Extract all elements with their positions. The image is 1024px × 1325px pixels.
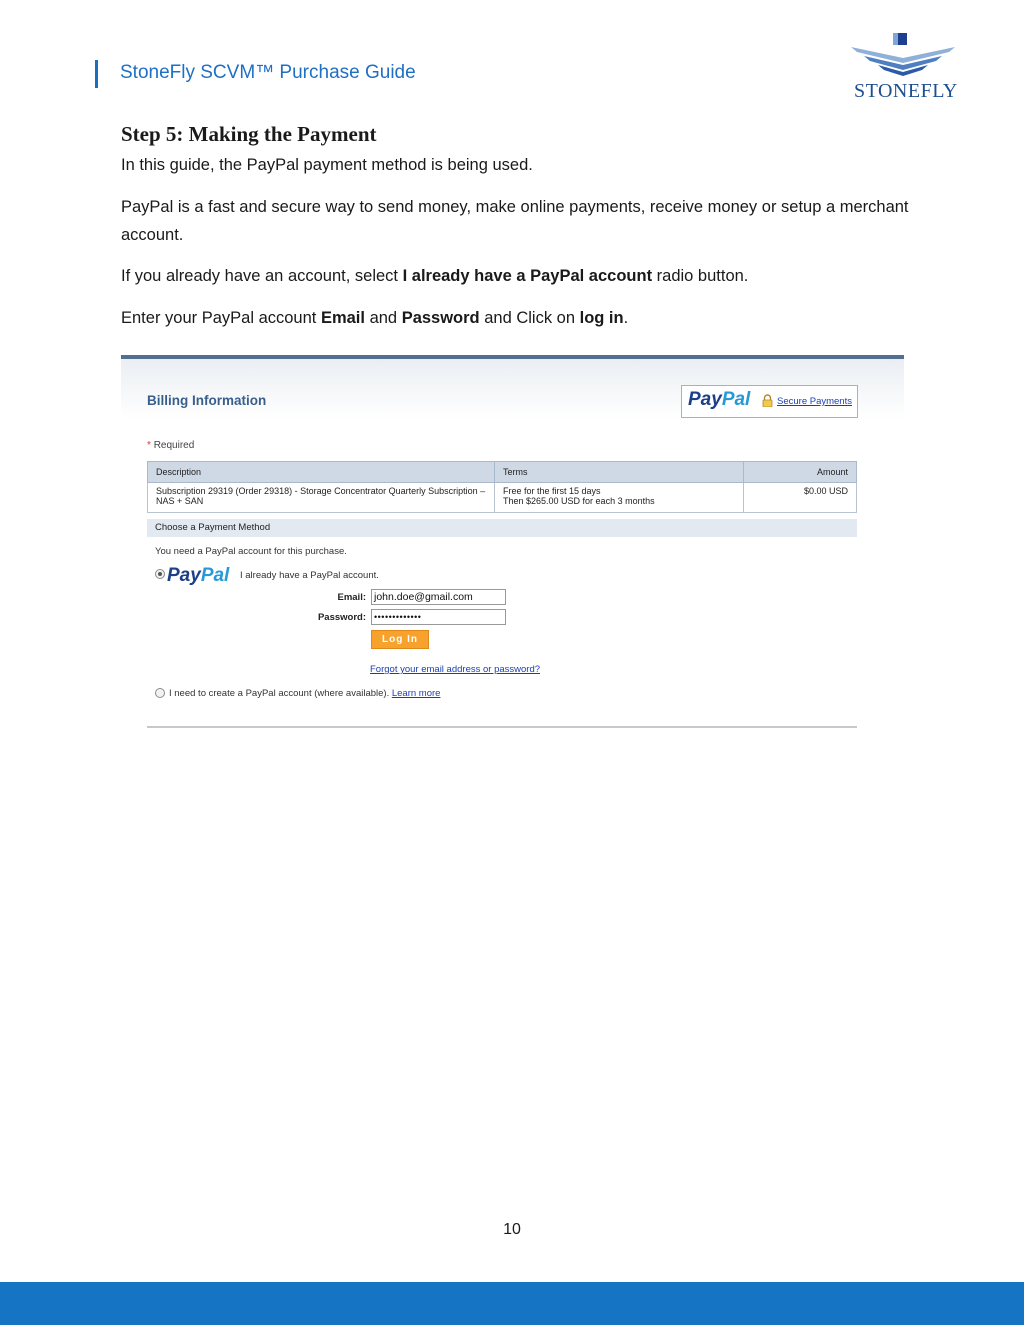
have-account-label[interactable]: I already have a PayPal account. xyxy=(240,570,379,581)
paypal-secure-badge xyxy=(681,385,858,418)
paypal-logo-pal: Pal xyxy=(721,389,751,410)
paragraph-enter-credentials xyxy=(121,304,628,332)
billing-information-title: Billing Information xyxy=(147,393,267,408)
cell-amount: $0.00 USD xyxy=(744,483,857,513)
column-header-terms: Terms xyxy=(495,462,744,483)
terms-line-1: Free for the first 15 days xyxy=(503,486,601,496)
email-field[interactable]: john.doe@gmail.com xyxy=(371,589,506,605)
lock-icon xyxy=(762,394,773,407)
footer-bar xyxy=(0,1282,1024,1325)
table-header-row xyxy=(148,462,857,483)
text-span: and Click on xyxy=(479,309,580,327)
create-account-text[interactable]: I need to create a PayPal account (where available). xyxy=(169,688,390,699)
required-label: Required xyxy=(153,440,195,451)
need-account-note: You need a PayPal account for this purchase. xyxy=(155,546,347,557)
order-table xyxy=(147,461,857,513)
text-span: radio button. xyxy=(652,267,749,285)
cell-terms xyxy=(495,483,744,513)
paragraph-paypal-description: PayPal is a fast and secure way to send money, make online payments, receive money or setup a merchant account. xyxy=(121,198,909,244)
text-span: . xyxy=(623,309,629,327)
paypal-logo-pal: Pal xyxy=(200,565,230,586)
text-span: and xyxy=(364,309,402,327)
paypal-logo-pay: Pay xyxy=(167,565,201,586)
log-in-button[interactable]: Log In xyxy=(371,630,429,649)
required-note xyxy=(147,440,194,451)
emphasis-email: Email xyxy=(320,309,365,327)
paypal-logo-large xyxy=(167,565,229,587)
password-field[interactable]: ••••••••••••• xyxy=(371,609,506,625)
have-account-radio[interactable] xyxy=(155,569,165,579)
emphasis-password: Password xyxy=(401,309,480,327)
payment-method-header xyxy=(147,519,857,537)
header-accent-bar xyxy=(95,60,98,88)
paypal-logo-pay: Pay xyxy=(688,389,722,410)
section-heading: Step 5: Making the Payment xyxy=(121,122,377,146)
required-asterisk: * xyxy=(147,440,151,451)
billing-screenshot xyxy=(121,355,904,735)
learn-more-link[interactable]: Learn more xyxy=(391,688,441,699)
password-label: Password: xyxy=(317,612,366,623)
table-row xyxy=(148,483,857,513)
create-account-radio[interactable] xyxy=(155,688,165,698)
terms-line-2: Then $265.00 USD for each 3 months xyxy=(503,496,655,506)
column-header-amount: Amount xyxy=(744,462,857,483)
emphasis-option-label: I already have a PayPal account xyxy=(402,267,653,285)
logo-wordmark: STONEFLY xyxy=(854,80,958,102)
secure-payments-link[interactable]: Secure Payments xyxy=(777,396,852,407)
forgot-credentials-link[interactable]: Forgot your email address or password? xyxy=(370,664,541,675)
cell-description: Subscription 29319 (Order 29318) - Storage Concentrator Quarterly Subscription – NAS + SAN xyxy=(148,483,495,513)
page-number: 10 xyxy=(503,1221,521,1238)
document-title: StoneFly SCVM™ Purchase Guide xyxy=(120,62,416,83)
create-account-label xyxy=(169,688,440,699)
text-span: If you already have an account, select xyxy=(121,267,403,285)
email-label: Email: xyxy=(337,592,366,603)
text-span: Enter your PayPal account xyxy=(121,309,321,327)
emphasis-log-in: log in xyxy=(579,309,624,327)
paragraph-intro: In this guide, the PayPal payment method is being used. xyxy=(121,156,533,174)
paypal-logo xyxy=(688,389,750,411)
screenshot-bottom-divider xyxy=(147,726,857,728)
payment-method-header-label: Choose a Payment Method xyxy=(155,522,271,533)
paragraph-select-account xyxy=(121,262,748,290)
column-header-description: Description xyxy=(148,462,495,483)
